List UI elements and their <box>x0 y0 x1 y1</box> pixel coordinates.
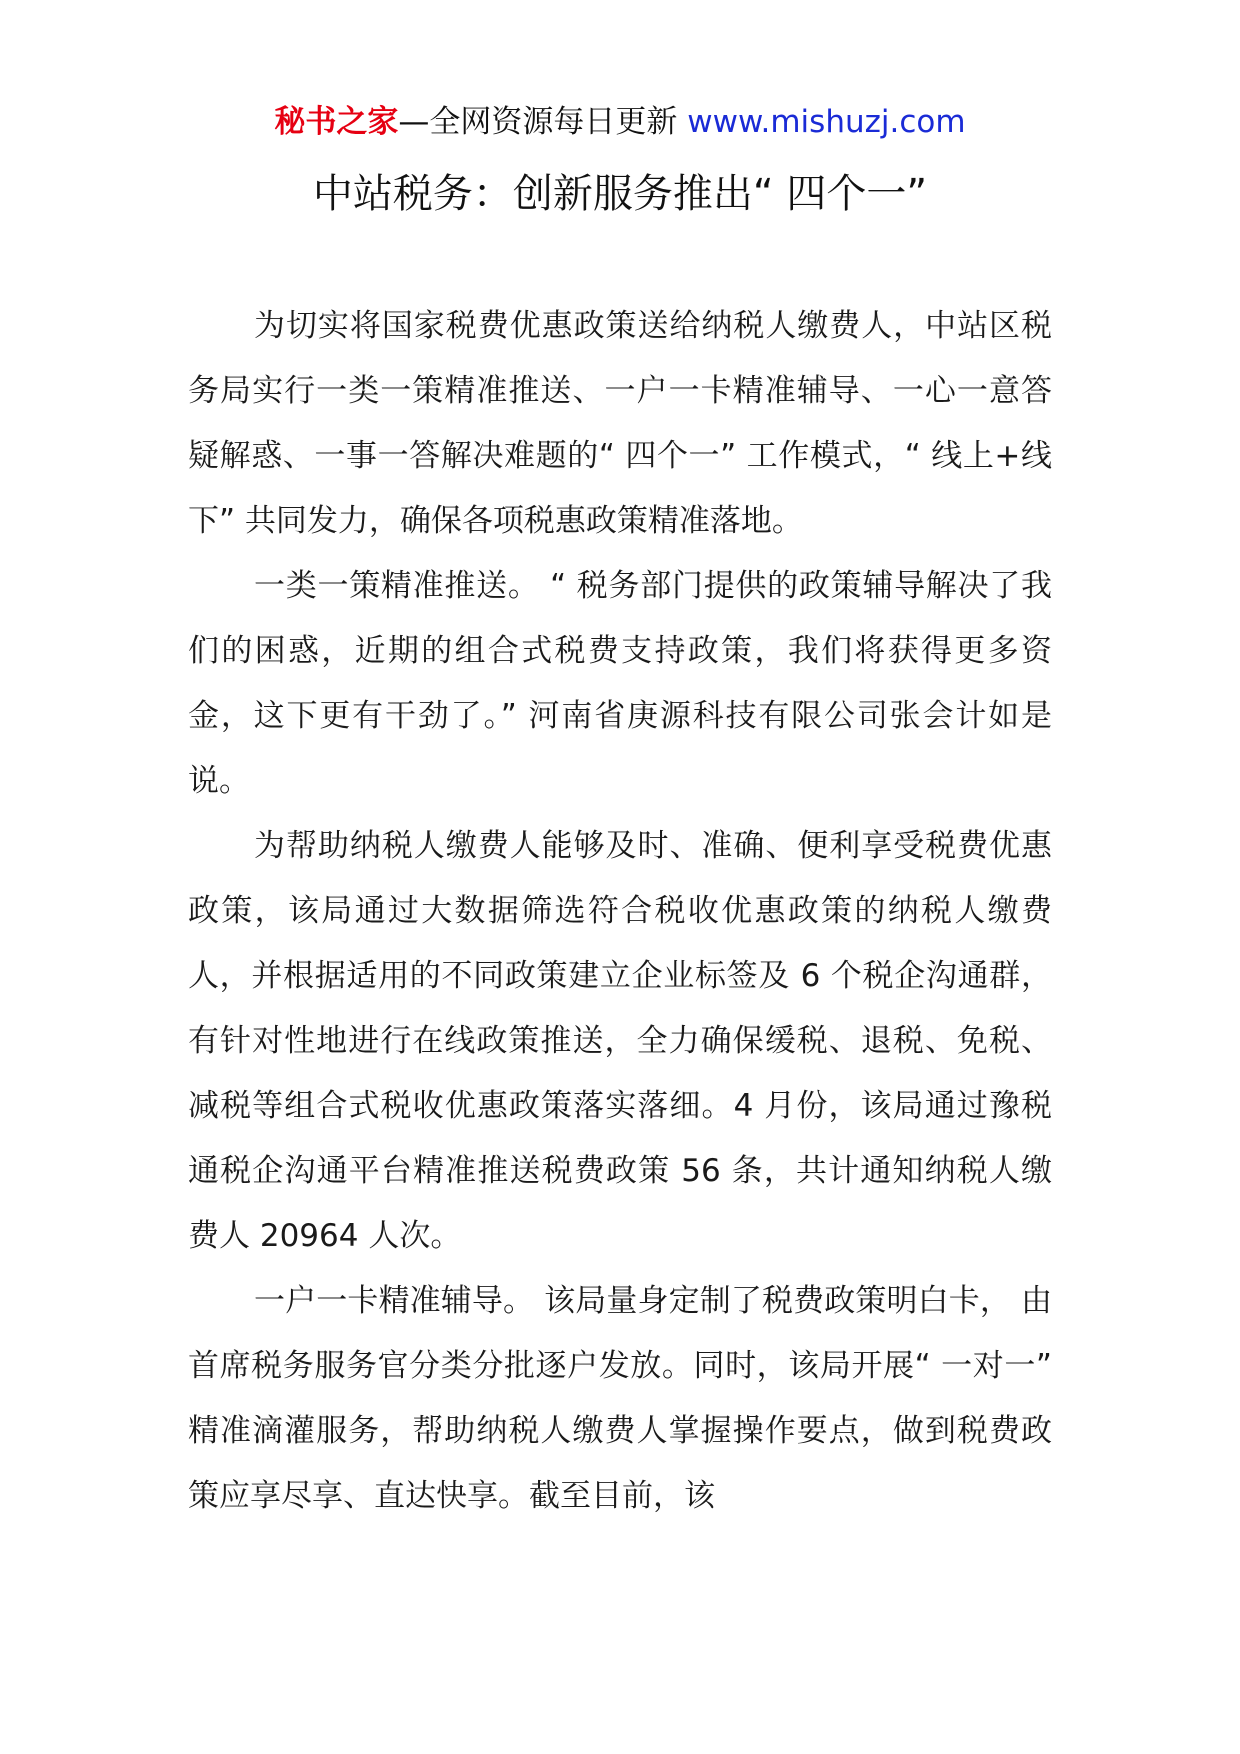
paragraph-precise-guidance: 一户一卡精准辅导。 该局量身定制了税费政策明白卡， 由首席税务服务官分类分批逐户发放。同时，该局开展“ 一对一” 精准滴灌服务，帮助纳税人缴费人掌握操作要点，做到税费政策应享尽享、直达快享。截至目前，该 <box>188 1283 1052 1514</box>
site-url-link[interactable]: www.mishuzj.com <box>687 104 966 140</box>
brand-name: 秘书之家 <box>274 104 399 140</box>
article-body <box>188 294 1052 1529</box>
paragraph-big-data: 为帮助纳税人缴费人能够及时、准确、便利享受税费优惠政策，该局通过大数据筛选符合税收优惠政策的纳税人缴费人，并根据适用的不同政策建立企业标签及 6 个税企沟通群，有针对性地进行在线政策推送，全力确保缓税、退税、免税、减税等组合式税收优惠政策落实落细。4 月份，该局通过豫税通税企沟通平台精准推送税费政策 56 条，共计通知纳税人缴费人 20964 人次。 <box>188 828 1052 1254</box>
paragraph-intro: 为切实将国家税费优惠政策送给纳税人缴费人，中站区税务局实行一类一策精准推送、一户一卡精准辅导、一心一意答疑解惑、一事一答解决难题的“ 四个一” 工作模式，“ 线上+线下” 共同发力，确保各项税惠政策精准落地。 <box>188 308 1052 539</box>
article-title: 中站税务：创新服务推出“ 四个一” <box>312 171 928 217</box>
paragraph-precise-push: 一类一策精准推送。 “ 税务部门提供的政策辅导解决了我们的困惑，近期的组合式税费支持政策，我们将获得更多资金，这下更有干劲了。” 河南省庚源科技有限公司张会计如是说。 <box>188 568 1052 799</box>
header-tagline: —全网资源每日更新 <box>398 104 678 140</box>
site-header <box>0 100 1240 144</box>
